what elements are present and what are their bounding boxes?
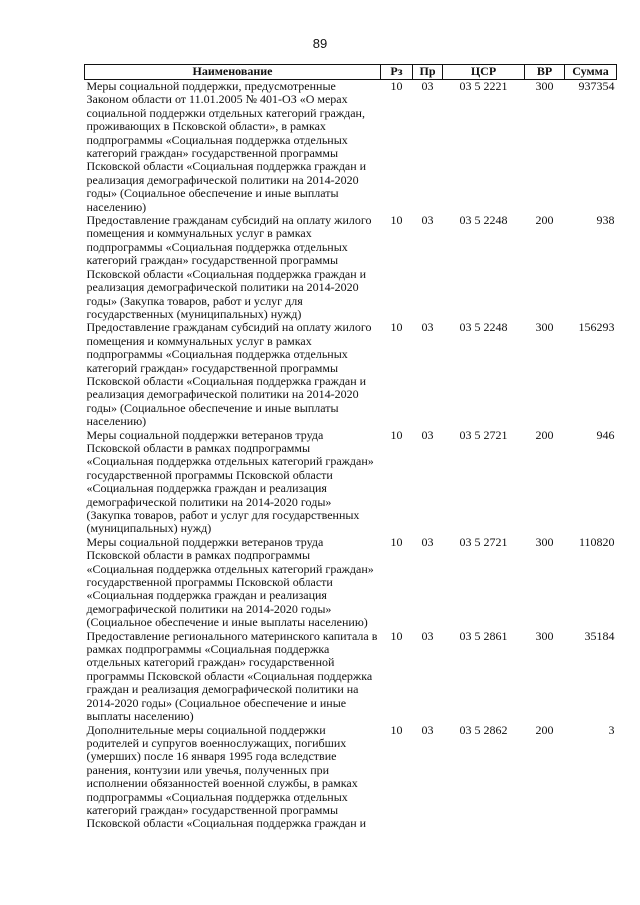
row-rz: 10 (390, 320, 403, 335)
row-csr: 03 5 2861 (459, 628, 508, 643)
row-rz: 10 (390, 628, 403, 643)
row-sum: 35184 (584, 628, 615, 643)
row-vr: 300 (535, 79, 554, 93)
row-sum: 110820 (578, 534, 615, 549)
row-csr: 03 5 2248 (459, 320, 508, 335)
row-csr: 03 5 2248 (459, 213, 508, 228)
row-vr: 200 (535, 213, 554, 228)
header-csr: ЦСР (443, 65, 525, 80)
row-pr: 03 (421, 534, 434, 549)
row-pr: 03 (421, 79, 434, 93)
header-vr: ВР (525, 65, 565, 80)
header-sum: Сумма (565, 65, 617, 80)
header-rz: Рз (381, 65, 413, 80)
row-pr: 03 (421, 628, 434, 643)
row-sum: 937354 (578, 79, 615, 93)
row-pr: 03 (421, 320, 434, 335)
row-name: Предоставление гражданам субсидий на оплату жилого помещения и коммунальных услуг в рамках подпрограммы «Социальная поддержка отдельных категорий граждан» государственной программы Псковской области «Социальная поддержка граждан и реализация демографической политики на 2014-2020 годы» (Социальное обеспечение и иные выплаты населению) (86, 320, 372, 429)
row-rz: 10 (390, 534, 403, 549)
row-vr: 300 (535, 534, 554, 549)
row-rz: 10 (390, 722, 403, 737)
table-row (85, 536, 617, 630)
table-header-row (85, 65, 617, 80)
row-pr: 03 (421, 213, 434, 228)
budget-table (84, 64, 617, 831)
page-number: 89 (312, 36, 328, 51)
row-name: Дополнительные меры социальной поддержки родителей и супругов военнослужащих, погибших (умерших) после 16 января 1995 года вследствие ранения, контузии или увечья, полученных при исполнении обязанностей военной службы, в рамках подпрограммы «Социальная поддержка отдельных категорий граждан» государственной программы Псковской области «Социальная поддержка граждан и (86, 722, 367, 831)
row-vr: 200 (535, 427, 554, 442)
row-csr: 03 5 2721 (459, 427, 508, 442)
row-csr: 03 5 2721 (459, 534, 508, 549)
table-row (85, 214, 617, 321)
table-row (85, 724, 617, 831)
row-sum: 938 (596, 213, 615, 228)
table-row (85, 321, 617, 428)
row-vr: 200 (535, 722, 554, 737)
row-vr: 300 (535, 320, 554, 335)
row-sum: 3 (608, 722, 615, 737)
row-csr: 03 5 2221 (459, 79, 508, 93)
row-rz: 10 (390, 79, 403, 93)
header-pr: Пр (413, 65, 443, 80)
row-rz: 10 (390, 427, 403, 442)
row-vr: 300 (535, 628, 554, 643)
row-sum: 156293 (578, 320, 615, 335)
row-name: Меры социальной поддержки ветеранов труда Псковской области в рамках подпрограммы «Социальная поддержка отдельных категорий граждан» государственной программы Псковской области «Социальная поддержка граждан и реализация демографической политики на 2014-2020 годы» (Социальное обеспечение и иные выплаты населению) (86, 534, 374, 630)
row-name: Предоставление регионального материнского капитала в рамках подпрограммы «Социальная поддержка отдельных категорий граждан» государственной программы Псковской области «Социальная поддержка граждан и реализация демографической политики на 2014-2020 годы» (Социальное обеспечение и иные выплаты населению) (86, 628, 378, 724)
row-pr: 03 (421, 427, 434, 442)
row-name: Меры социальной поддержки, предусмотренные Законом области от 11.01.2005 № 401-ОЗ «О мерах социальной поддержки отдельных категорий граждан, проживающих в Псковской области», в рамках подпрограммы «Социальная поддержка отдельных категорий граждан» государственной программы Псковской области «Социальная поддержка граждан и реализация демографической политики на 2014-2020 годы» (Социальное обеспечение и иные выплаты населению) (86, 79, 367, 214)
row-csr: 03 5 2862 (459, 722, 508, 737)
table-row (85, 429, 617, 536)
table-row (85, 630, 617, 724)
header-name: Наименование (85, 65, 381, 80)
table-row (85, 80, 617, 215)
row-sum: 946 (596, 427, 615, 442)
row-name: Меры социальной поддержки ветеранов труда Псковской области в рамках подпрограммы «Социальная поддержка отдельных категорий граждан» государственной программы Псковской области «Социальная поддержка граждан и реализация демографической политики на 2014-2020 годы» (Закупка товаров, работ и услуг для государственных (муниципальных) нужд) (86, 427, 374, 536)
row-pr: 03 (421, 722, 434, 737)
row-rz: 10 (390, 213, 403, 228)
row-name: Предоставление гражданам субсидий на оплату жилого помещения и коммунальных услуг в рамках подпрограммы «Социальная поддержка отдельных категорий граждан» государственной программы Псковской области «Социальная поддержка граждан и реализация демографической политики на 2014-2020 годы» (Закупка товаров, работ и услуг для государственных (муниципальных) нужд) (86, 213, 372, 321)
